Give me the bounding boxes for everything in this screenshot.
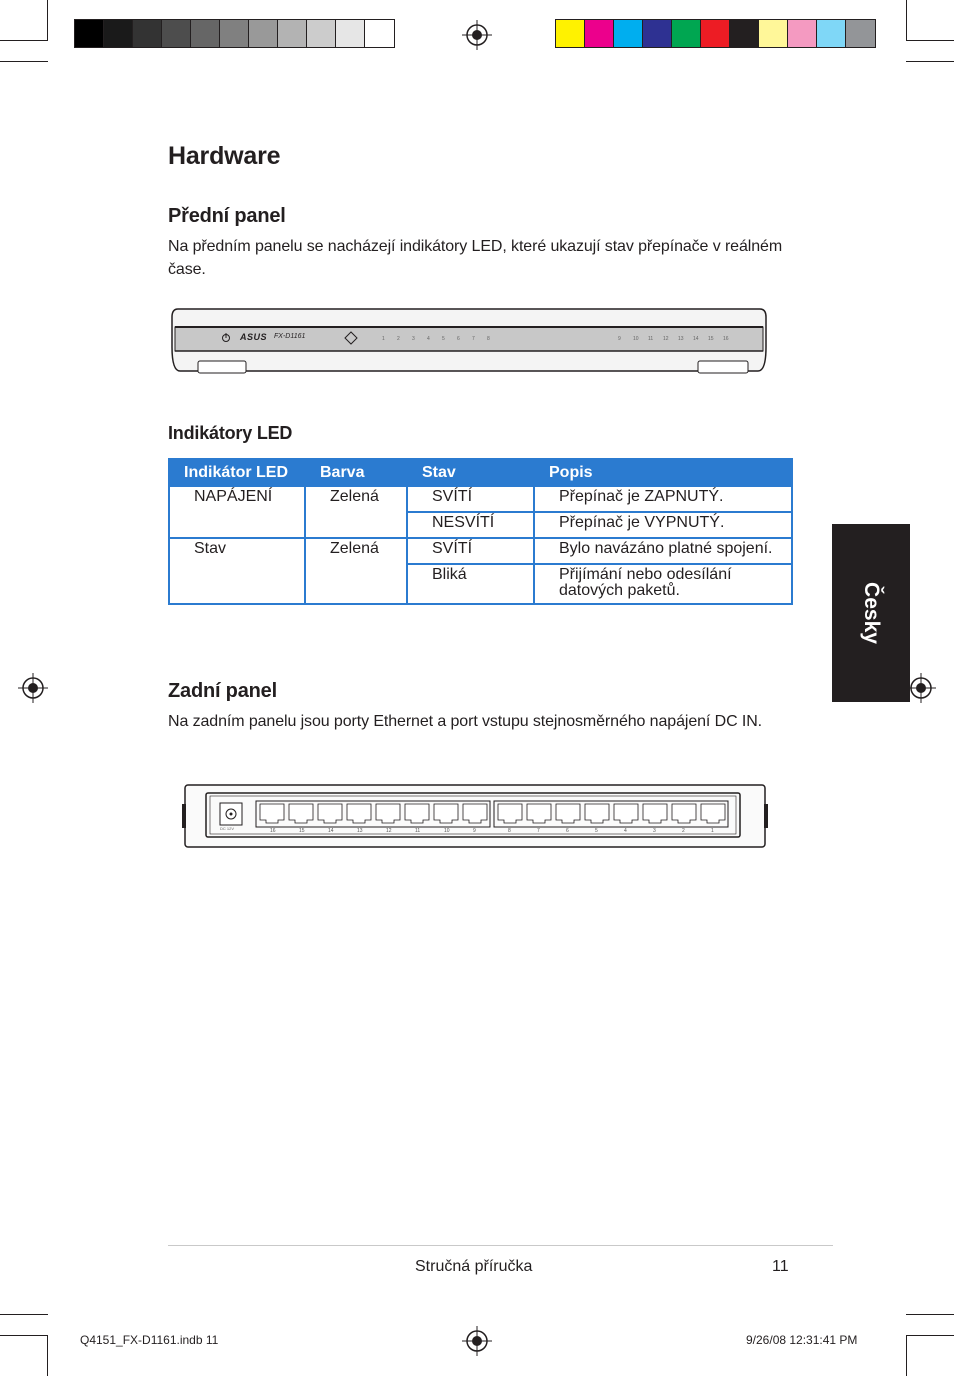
color-swatch (162, 20, 191, 47)
port-label: 1 (711, 828, 714, 834)
table-header: Popis (534, 459, 792, 486)
table-cell: Bliká (407, 564, 534, 604)
language-tab (832, 524, 910, 702)
rear-panel-text: Na zadním panelu jsou porty Ethernet a port vstupu stejnosměrného napájení DC IN. (168, 713, 763, 730)
device-brand: ASUS (240, 332, 268, 342)
led-number: 2 (397, 336, 400, 342)
page-title: Hardware (168, 142, 281, 170)
led-number: 16 (723, 336, 729, 342)
led-numbers-right (618, 336, 729, 342)
color-swatch (220, 20, 249, 47)
color-swatch (249, 20, 278, 47)
front-panel-text: Na předním panelu se nacházejí indikátory LED, které ukazují stav přepínače v reálném čase. (168, 238, 783, 278)
color-swatch (643, 20, 672, 47)
color-swatch (672, 20, 701, 47)
port-label: 15 (299, 828, 305, 834)
port-label: 5 (595, 828, 598, 834)
color-swatch (701, 20, 730, 47)
color-swatch (75, 20, 104, 47)
table-cell: Přijímání nebo odesílání datových paketů. (534, 564, 792, 604)
ethernet-port-icon (701, 804, 725, 823)
led-number: 3 (412, 336, 415, 342)
ethernet-port-icon (289, 804, 313, 823)
led-numbers-left (382, 336, 493, 342)
ethernet-port-icon (614, 804, 638, 823)
table-cell: Bylo navázáno platné spojení. (534, 538, 792, 564)
footer-guide-title: Stručná příručka (415, 1258, 533, 1275)
color-swatch (191, 20, 220, 47)
table-row (169, 486, 792, 512)
slug-date: 9/26/08 12:31:41 PM (746, 1333, 858, 1347)
led-number: 15 (708, 336, 714, 342)
rear-panel-heading: Zadní panel (168, 680, 277, 702)
port-label: 3 (653, 828, 656, 834)
color-swatch (817, 20, 846, 47)
table-cell: NAPÁJENÍ (169, 486, 305, 538)
ethernet-port-icon (434, 804, 458, 823)
table-cell: NESVÍTÍ (407, 512, 534, 538)
table-cell: Přepínač je ZAPNUTÝ. (534, 486, 792, 512)
registration-mark-icon (462, 1326, 492, 1356)
port-label: 11 (415, 828, 421, 834)
port-label: 4 (624, 828, 627, 834)
registration-mark-icon (906, 673, 936, 703)
table-header: Indikátor LED (169, 459, 305, 486)
led-number: 13 (678, 336, 684, 342)
port-label: 9 (473, 828, 476, 834)
table-cell: Zelená (305, 538, 407, 604)
table-cell: Zelená (305, 486, 407, 538)
port-label: 13 (357, 828, 363, 834)
ethernet-port-icon (556, 804, 580, 823)
color-swatch (104, 20, 133, 47)
led-number: 11 (648, 336, 654, 342)
ethernet-port-icon (643, 804, 667, 823)
color-swatch (730, 20, 759, 47)
led-number: 7 (472, 336, 475, 342)
table-row (169, 538, 792, 564)
table-cell: SVÍTÍ (407, 486, 534, 512)
led-number: 5 (442, 336, 445, 342)
page-number: 11 (772, 1258, 789, 1275)
table-header-row (169, 459, 792, 486)
led-number: 6 (457, 336, 460, 342)
port-label: 12 (386, 828, 392, 834)
table-cell: SVÍTÍ (407, 538, 534, 564)
front-panel-heading: Přední panel (168, 205, 286, 227)
ethernet-port-icon (260, 804, 284, 823)
port-label: 8 (508, 828, 511, 834)
dc-label: DC 12V (220, 826, 235, 831)
port-label: 16 (270, 828, 276, 834)
ethernet-port-icon (405, 804, 429, 823)
ethernet-port-icon (585, 804, 609, 823)
ethernet-port-icon (498, 804, 522, 823)
ethernet-port-icon (672, 804, 696, 823)
led-number: 9 (618, 336, 621, 342)
color-swatch (614, 20, 643, 47)
led-number: 12 (663, 336, 669, 342)
ethernet-port-icon (463, 804, 487, 823)
registration-mark-icon (18, 673, 48, 703)
color-swatch (133, 20, 162, 47)
port-label: 14 (328, 828, 334, 834)
ethernet-port-icon (527, 804, 551, 823)
color-bar (555, 19, 876, 48)
port-label: 7 (537, 828, 540, 834)
rear-panel-illustration (182, 782, 768, 850)
port-label: 6 (566, 828, 569, 834)
ethernet-port-icon (347, 804, 371, 823)
color-swatch (759, 20, 788, 47)
language-tab-label: Česky (860, 582, 883, 644)
registration-mark-icon (462, 20, 492, 50)
port-labels (258, 828, 726, 834)
table-header: Barva (305, 459, 407, 486)
color-swatch (336, 20, 365, 47)
led-number: 14 (693, 336, 699, 342)
color-swatch (556, 20, 585, 47)
color-swatch (307, 20, 336, 47)
led-number: 8 (487, 336, 490, 342)
table-cell: Přepínač je VYPNUTÝ. (534, 512, 792, 538)
table-header: Stav (407, 459, 534, 486)
ethernet-port-icon (376, 804, 400, 823)
port-label: 2 (682, 828, 685, 834)
port-label: 10 (444, 828, 450, 834)
color-swatch (278, 20, 307, 47)
ethernet-port-icon (318, 804, 342, 823)
led-number: 10 (633, 336, 639, 342)
led-number: 4 (427, 336, 430, 342)
color-swatch (365, 20, 394, 47)
color-swatch (788, 20, 817, 47)
footer-divider (168, 1245, 833, 1246)
led-number: 1 (382, 336, 385, 342)
color-swatch (846, 20, 875, 47)
front-panel-illustration (168, 307, 770, 377)
grayscale-bar (74, 19, 395, 48)
device-model: FX-D1161 (274, 333, 306, 340)
color-swatch (585, 20, 614, 47)
table-cell: Stav (169, 538, 305, 604)
slug-file: Q4151_FX-D1161.indb 11 (80, 1333, 219, 1347)
led-table (168, 458, 793, 605)
led-heading: Indikátory LED (168, 423, 293, 443)
